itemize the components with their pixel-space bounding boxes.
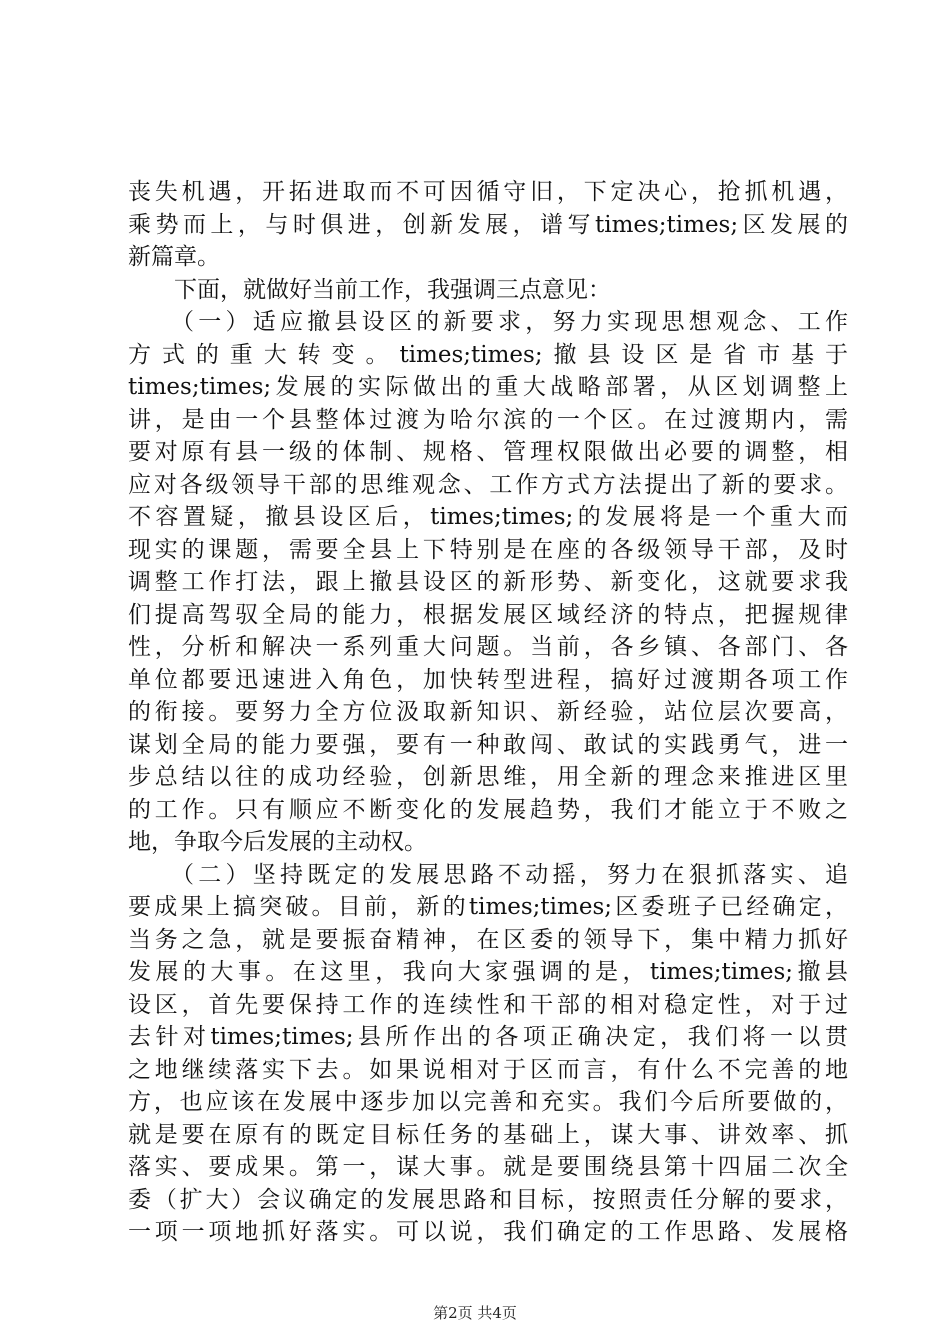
text-line: 性，分析和解决一系列重大问题。当前，各乡镇、各部门、各: [128, 634, 848, 660]
text-line: 步总结以往的成功经验，创新思维，用全新的理念来推进区里: [128, 764, 848, 790]
text-line: 去针对times;times;县所作出的各项正确决定，我们将一以贯: [128, 1024, 848, 1050]
text-line: 方式的重大转变。times;times;撤县设区是省市基于: [128, 341, 848, 368]
text-line: 的工作。只有顺应不断变化的发展趋势，我们才能立于不败之: [128, 796, 848, 823]
text-line: 方，也应该在发展中逐步加以完善和充实。我们今后所要做的，: [128, 1089, 848, 1115]
text-line: 讲，是由一个县整体过渡为哈尔滨的一个区。在过渡期内，需: [128, 406, 848, 433]
text-line: 发展的大事。在这里，我向大家强调的是，times;times;撤县: [128, 959, 848, 985]
text-line: 们提高驾驭全局的能力，根据发展区域经济的特点，把握规律: [128, 601, 848, 628]
text-line: times;times;发展的实际做出的重大战略部署，从区划调整上: [128, 374, 848, 400]
text-line: 新篇章。: [128, 244, 220, 270]
text-line: 现实的课题，需要全县上下特别是在座的各级领导干部，及时: [128, 536, 848, 563]
text-line: 当务之急，就是要振奋精神，在区委的领导下，集中精力抓好: [128, 926, 848, 953]
text-line: 地，争取今后发展的主动权。: [128, 829, 427, 855]
text-line: 设区，首先要保持工作的连续性和干部的相对稳定性，对于过: [128, 991, 848, 1018]
page-footer: [0, 1302, 950, 1323]
text-line: 的衔接。要努力全方位汲取新知识、新经验，站位层次要高，: [128, 699, 848, 725]
text-line: （二）坚持既定的发展思路不动摇，努力在狠抓落实、追: [128, 861, 848, 888]
text-line: 不容置疑，撤县设区后，times;times;的发展将是一个重大而: [128, 504, 848, 530]
text-line: 之地继续落实下去。如果说相对于区而言，有什么不完善的地: [128, 1056, 848, 1083]
text-line: 一项一项地抓好落实。可以说，我们确定的工作思路、发展格: [128, 1219, 848, 1245]
text-line: 要对原有县一级的体制、规格、管理权限做出必要的调整，相: [128, 439, 848, 465]
text-line: 要成果上搞突破。目前，新的times;times;区委班子已经确定，: [128, 894, 848, 920]
text-line: 调整工作打法，跟上撤县设区的新形势、新变化，这就要求我: [128, 569, 848, 595]
text-line: 乘势而上，与时俱进，创新发展，谱写times;times;区发展的: [128, 211, 848, 238]
text-line: 单位都要迅速进入角色，加快转型进程，搞好过渡期各项工作: [128, 666, 848, 693]
text-line: 谋划全局的能力要强，要有一种敢闯、敢试的实践勇气，进一: [128, 731, 848, 758]
text-line: （一）适应撤县设区的新要求，努力实现思想观念、工作: [128, 309, 848, 335]
text-line: 就是要在原有的既定目标任务的基础上，谋大事、讲效率、抓: [128, 1121, 848, 1148]
text-line: 下面，就做好当前工作，我强调三点意见：: [128, 276, 611, 303]
text-line: 落实、要成果。第一，谋大事。就是要围绕县第十四届二次全: [128, 1154, 848, 1180]
page-number: 第2页 共4页: [433, 1304, 517, 1322]
body-text: [128, 176, 848, 1249]
text-line: 委（扩大）会议确定的发展思路和目标，按照责任分解的要求，: [128, 1186, 848, 1213]
text-line: 应对各级领导干部的思维观念、工作方式方法提出了新的要求。: [128, 471, 848, 498]
text-line: 丧失机遇，开拓进取而不可因循守旧，下定决心，抢抓机遇，: [128, 179, 848, 205]
